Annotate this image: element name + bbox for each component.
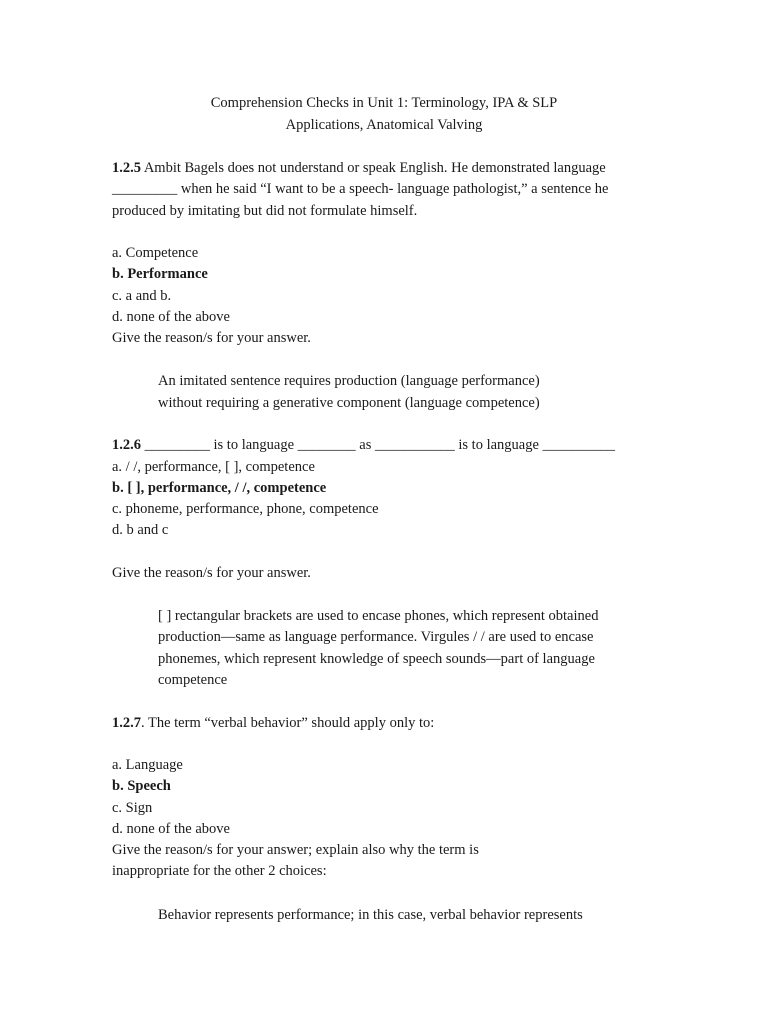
q126-stem xyxy=(112,436,615,454)
q126-reason-prompt: Give the reason/s for your answer. xyxy=(112,565,311,581)
q126-answer-line-2: production—same as language performance. Virgules / / are used to encase xyxy=(158,629,594,645)
q125-reason-prompt: Give the reason/s for your answer. xyxy=(112,330,311,346)
q125-stem-line-3: produced by imitating but did not formulate himself. xyxy=(112,203,418,219)
q126-option-a: a. / /, performance, [ ], competence xyxy=(112,459,315,475)
document-title-line-1: Comprehension Checks in Unit 1: Terminology, IPA & SLP xyxy=(210,95,558,111)
q125-number: 1.2.5 xyxy=(112,160,141,176)
q127-option-d: d. none of the above xyxy=(112,821,230,837)
q127-option-a: a. Language xyxy=(112,757,183,773)
q127-reason-prompt-line-1: Give the reason/s for your answer; explain also why the term is xyxy=(112,842,479,858)
q127-number: 1.2.7 xyxy=(112,715,141,731)
q127-reason-prompt-line-2: inappropriate for the other 2 choices: xyxy=(112,863,327,879)
q127-option-c: c. Sign xyxy=(112,800,153,816)
document-title-line-2: Applications, Anatomical Valving xyxy=(285,117,483,133)
q125-stem-text: Ambit Bagels does not understand or speak English. He demonstrated language xyxy=(141,160,606,176)
q125-stem-line-1 xyxy=(112,159,606,177)
q126-answer-line-1: [ ] rectangular brackets are used to encase phones, which represent obtained xyxy=(158,608,599,624)
q126-option-d: d. b and c xyxy=(112,522,169,538)
q125-stem-line-2: _________ when he said “I want to be a speech- language pathologist,” a sentence he xyxy=(112,181,609,197)
q125-answer-line-1: An imitated sentence requires production (language performance) xyxy=(158,373,540,389)
q127-answer-line-1: Behavior represents performance; in this case, verbal behavior represents xyxy=(158,907,583,923)
q125-option-d: d. none of the above xyxy=(112,309,230,325)
q126-option-b: b. [ ], performance, / /, competence xyxy=(112,480,327,496)
q127-stem xyxy=(112,714,434,732)
q125-option-a: a. Competence xyxy=(112,245,199,261)
q126-number: 1.2.6 xyxy=(112,437,141,453)
q126-stem-text: _________ is to language ________ as ___________ is to language __________ xyxy=(141,437,616,453)
q125-answer-line-2: without requiring a generative component (language competence) xyxy=(158,395,540,411)
q127-stem-text: . The term “verbal behavior” should apply only to: xyxy=(141,715,435,731)
q126-answer-line-3: phonemes, which represent knowledge of speech sounds—part of language xyxy=(158,651,595,667)
q127-option-b: b. Speech xyxy=(112,778,171,794)
q125-option-b: b. Performance xyxy=(112,266,208,282)
q126-answer-line-4: competence xyxy=(158,672,228,688)
q126-option-c: c. phoneme, performance, phone, competence xyxy=(112,501,379,517)
q125-option-c: c. a and b. xyxy=(112,288,172,304)
